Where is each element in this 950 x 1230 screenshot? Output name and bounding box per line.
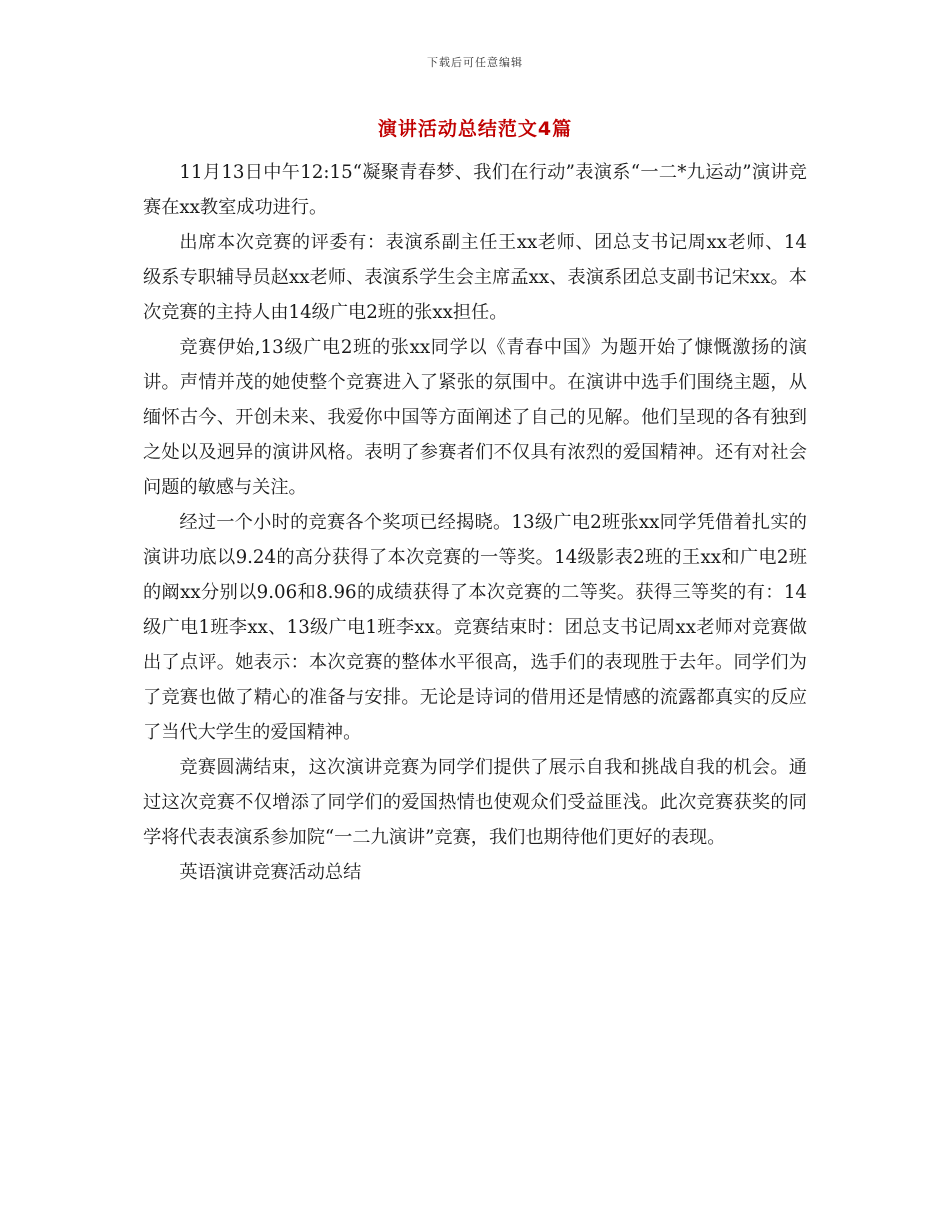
- document-title: 演讲活动总结范文4篇: [377, 118, 573, 140]
- paragraph: 出席本次竞赛的评委有：表演系副主任王xx老师、团总支书记周xx老师、14级系专职辅导员赵xx老师、表演系学生会主席孟xx、表演系团总支副书记宋xx。本次竞赛的主持人由14级广电2班的张xx担任。: [143, 232, 807, 323]
- document-body: [143, 155, 807, 890]
- paragraph: 11月13日中午12:15“凝聚青春梦、我们在行动”表演系“一二*九运动”演讲竞赛在xx教室成功进行。: [143, 162, 807, 218]
- paragraph: 经过一个小时的竞赛各个奖项已经揭晓。13级广电2班张xx同学凭借着扎实的演讲功底以9.24的高分获得了本次竞赛的一等奖。14级影表2班的王xx和广电2班的阚xx分别以9.06和8.96的成绩获得了本次竞赛的二等奖。获得三等奖的有：14级广电1班李xx、13级广电1班李xx。竞赛结束时：团总支书记周xx老师对竞赛做出了点评。她表示：本次竞赛的整体水平很高，选手们的表现胜于去年。同学们为了竞赛也做了精心的准备与安排。无论是诗词的借用还是情感的流露都真实的反应了当代大学生的爱国精神。: [143, 512, 807, 743]
- paragraph: 竞赛伊始,13级广电2班的张xx同学以《青春中国》为题开始了慷慨激扬的演讲。声情并茂的她使整个竞赛进入了紧张的氛围中。在演讲中选手们围绕主题，从缅怀古今、开创未来、我爱你中国等方面阐述了自己的见解。他们呈现的各有独到之处以及迥异的演讲风格。表明了参赛者们不仅具有浓烈的爱国精神。还有对社会问题的敏感与关注。: [143, 337, 807, 498]
- section-heading: 英语演讲竞赛活动总结: [179, 862, 362, 883]
- header-note: 下载后可任意编辑: [427, 56, 523, 69]
- paragraph: 竞赛圆满结束，这次演讲竞赛为同学们提供了展示自我和挑战自我的机会。通过这次竞赛不仅增添了同学们的爱国热情也使观众们受益匪浅。此次竞赛获奖的同学将代表表演系参加院“一二九演讲”竞赛，我们也期待他们更好的表现。: [143, 757, 807, 848]
